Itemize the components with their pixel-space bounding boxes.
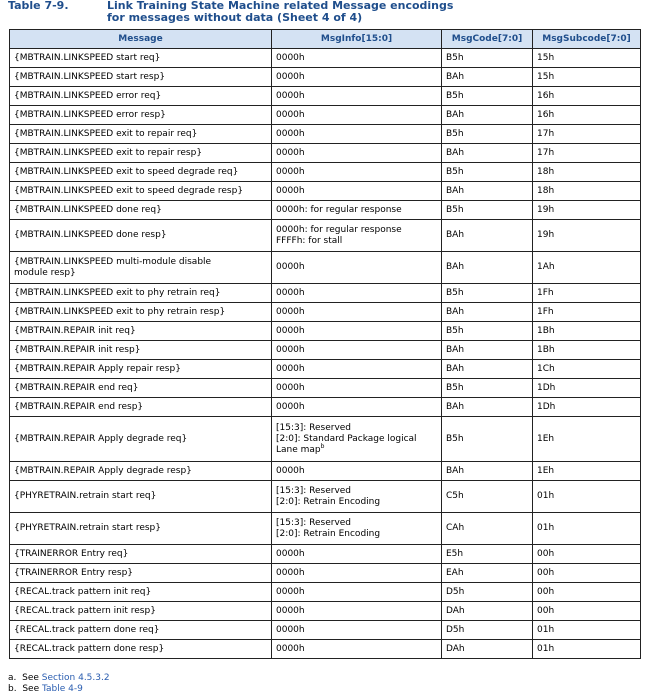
cell-msgsubcode bbox=[533, 602, 641, 621]
cell-msgcode bbox=[442, 513, 533, 545]
section-link[interactable]: Section 4.5.3.2 bbox=[41, 673, 110, 683]
cell-message bbox=[10, 284, 272, 303]
cell-msginfo bbox=[272, 621, 442, 640]
cell-message bbox=[10, 341, 272, 360]
table-row bbox=[10, 341, 641, 360]
cell-msginfo bbox=[272, 144, 442, 163]
cell-msgsubcode bbox=[533, 303, 641, 322]
cell-message-text: {MBTRAIN.LINKSPEED start req} bbox=[14, 52, 161, 63]
cell-msgcode bbox=[442, 106, 533, 125]
cell-msginfo-text: 0000h bbox=[276, 344, 305, 355]
cell-msgcode bbox=[442, 252, 533, 284]
cell-msgsubcode bbox=[533, 341, 641, 360]
cell-msgcode bbox=[442, 564, 533, 583]
cell-msgcode-text: BAh bbox=[446, 465, 465, 476]
cell-msgcode bbox=[442, 68, 533, 87]
cell-msgcode bbox=[442, 303, 533, 322]
cell-message-text: {MBTRAIN.LINKSPEED done resp} bbox=[14, 230, 167, 240]
cell-msginfo-text: 0000h bbox=[276, 52, 305, 63]
cell-msginfo bbox=[272, 49, 442, 68]
column-header-msgcode: MsgCode[7:0] bbox=[442, 30, 533, 49]
cell-message-text: {PHYRETRAIN.retrain start resp} bbox=[14, 523, 161, 533]
cell-msgcode-text: BAh bbox=[446, 344, 465, 355]
cell-msgsubcode bbox=[533, 398, 641, 417]
table-row bbox=[10, 360, 641, 379]
cell-msgcode-text: BAh bbox=[446, 147, 465, 158]
cell-message-text: {TRAINERROR Entry req} bbox=[14, 548, 129, 559]
cell-msgsubcode bbox=[533, 545, 641, 564]
cell-message-text: {MBTRAIN.LINKSPEED error resp} bbox=[14, 109, 166, 120]
cell-msgcode-text: B5h bbox=[446, 382, 464, 393]
cell-msgcode-text: B5h bbox=[446, 90, 464, 101]
table-row bbox=[10, 379, 641, 398]
cell-msgcode bbox=[442, 341, 533, 360]
cell-msgcode bbox=[442, 284, 533, 303]
cell-msgcode-text: BAh bbox=[446, 401, 465, 412]
cell-msgsubcode-text: 17h bbox=[537, 147, 555, 158]
cell-message-text: {RECAL.track pattern done req} bbox=[14, 624, 160, 635]
cell-msgcode-text: BAh bbox=[446, 71, 465, 82]
cell-msgcode-text: BAh bbox=[446, 262, 465, 272]
table-header-row bbox=[10, 30, 641, 49]
cell-message-text: {RECAL.track pattern done resp} bbox=[14, 643, 165, 654]
cell-msginfo-text: 0000h bbox=[276, 262, 305, 272]
cell-msgsubcode bbox=[533, 68, 641, 87]
cell-message-text: {TRAINERROR Entry resp} bbox=[14, 567, 134, 578]
table-row bbox=[10, 220, 641, 252]
cell-msgcode-text: B5h bbox=[446, 166, 464, 177]
cell-msginfo bbox=[272, 201, 442, 220]
footnote-marker: a. bbox=[8, 673, 17, 683]
cell-msginfo-text: 0000h bbox=[276, 624, 305, 635]
table-row bbox=[10, 284, 641, 303]
cell-message bbox=[10, 360, 272, 379]
cell-message bbox=[10, 564, 272, 583]
cell-msginfo-text: 0000h bbox=[276, 567, 305, 578]
cell-msginfo-text: 0000h bbox=[276, 465, 305, 476]
cell-msginfo-text: [15:3]: Reserved [2:0]: Retrain Encoding bbox=[276, 517, 381, 539]
cell-msgsubcode-text: 16h bbox=[537, 109, 555, 120]
cell-msginfo-text: 0000h bbox=[276, 147, 305, 158]
cell-msgsubcode-text: 15h bbox=[537, 71, 555, 82]
cell-message bbox=[10, 252, 272, 284]
cell-message-text: {MBTRAIN.LINKSPEED exit to speed degrade resp} bbox=[14, 185, 244, 196]
cell-message bbox=[10, 106, 272, 125]
cell-msgcode bbox=[442, 462, 533, 481]
cell-msginfo bbox=[272, 481, 442, 513]
cell-msginfo bbox=[272, 68, 442, 87]
table-link[interactable]: Table 4-9 bbox=[41, 684, 83, 694]
cell-message bbox=[10, 398, 272, 417]
cell-msginfo-text: 0000h bbox=[276, 548, 305, 559]
table-number: Table 7-9. bbox=[8, 0, 69, 12]
cell-msginfo bbox=[272, 462, 442, 481]
cell-message bbox=[10, 379, 272, 398]
table-row bbox=[10, 462, 641, 481]
cell-msgsubcode-text: 17h bbox=[537, 128, 555, 139]
cell-msgsubcode bbox=[533, 284, 641, 303]
cell-msgsubcode bbox=[533, 49, 641, 68]
cell-msginfo bbox=[272, 379, 442, 398]
column-header-msginfo: MsgInfo[15:0] bbox=[272, 30, 442, 49]
cell-msgcode bbox=[442, 545, 533, 564]
cell-msginfo-text: 0000h: for regular response FFFFh: for stall bbox=[276, 224, 402, 246]
cell-msgsubcode-text: 1Ch bbox=[537, 363, 555, 374]
cell-msgsubcode bbox=[533, 462, 641, 481]
cell-msginfo bbox=[272, 303, 442, 322]
footnotes bbox=[8, 673, 110, 695]
table-row bbox=[10, 417, 641, 462]
cell-message bbox=[10, 481, 272, 513]
cell-msgcode bbox=[442, 87, 533, 106]
table-row bbox=[10, 87, 641, 106]
cell-message bbox=[10, 68, 272, 87]
table-row bbox=[10, 545, 641, 564]
cell-message-text: {MBTRAIN.REPAIR end req} bbox=[14, 382, 139, 393]
cell-msgcode-text: DAh bbox=[446, 605, 465, 616]
cell-msginfo bbox=[272, 322, 442, 341]
footnote-reference[interactable]: b bbox=[320, 442, 325, 450]
cell-msgcode bbox=[442, 125, 533, 144]
cell-msginfo-text: 0000h bbox=[276, 185, 305, 196]
cell-message bbox=[10, 462, 272, 481]
cell-message bbox=[10, 513, 272, 545]
cell-msgcode bbox=[442, 602, 533, 621]
cell-msgcode bbox=[442, 583, 533, 602]
cell-message bbox=[10, 182, 272, 201]
cell-msgsubcode-text: 1Bh bbox=[537, 325, 555, 336]
table-row bbox=[10, 68, 641, 87]
cell-msgsubcode bbox=[533, 106, 641, 125]
table-row bbox=[10, 322, 641, 341]
cell-msgcode-text: B5h bbox=[446, 325, 464, 336]
cell-msginfo-text: 0000h bbox=[276, 586, 305, 597]
cell-msgcode bbox=[442, 201, 533, 220]
cell-msginfo-text: 0000h bbox=[276, 363, 305, 374]
cell-msgsubcode bbox=[533, 583, 641, 602]
cell-msgsubcode-text: 18h bbox=[537, 166, 555, 177]
cell-message-text: {MBTRAIN.LINKSPEED exit to repair resp} bbox=[14, 147, 203, 158]
cell-msgcode bbox=[442, 144, 533, 163]
cell-msgsubcode-text: 1Ah bbox=[537, 262, 555, 272]
cell-msgcode-text: B5h bbox=[446, 204, 464, 215]
cell-msgsubcode-text: 15h bbox=[537, 52, 555, 63]
column-header-message: Message bbox=[10, 30, 272, 49]
cell-msgcode-text: BAh bbox=[446, 109, 465, 120]
cell-msgsubcode-text: 1Fh bbox=[537, 306, 554, 317]
cell-msgcode-text: B5h bbox=[446, 52, 464, 63]
table-row bbox=[10, 583, 641, 602]
cell-message bbox=[10, 545, 272, 564]
cell-msginfo bbox=[272, 87, 442, 106]
cell-msgsubcode-text: 1Dh bbox=[537, 401, 556, 412]
table-row bbox=[10, 106, 641, 125]
cell-msgsubcode-text: 00h bbox=[537, 586, 555, 597]
footnote-a bbox=[8, 673, 110, 684]
cell-message-text: {MBTRAIN.REPAIR Apply repair resp} bbox=[14, 363, 181, 374]
table-row bbox=[10, 481, 641, 513]
cell-msginfo bbox=[272, 341, 442, 360]
cell-msgcode-text: D5h bbox=[446, 624, 465, 635]
cell-message bbox=[10, 144, 272, 163]
table-row bbox=[10, 252, 641, 284]
cell-msginfo bbox=[272, 602, 442, 621]
cell-msgcode bbox=[442, 379, 533, 398]
table-row bbox=[10, 182, 641, 201]
table-row bbox=[10, 125, 641, 144]
cell-msgsubcode-text: 1Fh bbox=[537, 287, 554, 298]
cell-msgcode bbox=[442, 322, 533, 341]
cell-message-text: {RECAL.track pattern init resp} bbox=[14, 605, 156, 616]
cell-msgcode-text: BAh bbox=[446, 363, 465, 374]
cell-msgsubcode-text: 1Bh bbox=[537, 344, 555, 355]
cell-msgsubcode bbox=[533, 417, 641, 462]
cell-message bbox=[10, 163, 272, 182]
cell-msgsubcode-text: 00h bbox=[537, 605, 555, 616]
cell-msgsubcode-text: 00h bbox=[537, 548, 555, 559]
cell-msginfo bbox=[272, 163, 442, 182]
cell-msgcode bbox=[442, 398, 533, 417]
cell-message bbox=[10, 322, 272, 341]
cell-msgsubcode-text: 00h bbox=[537, 567, 555, 578]
cell-message bbox=[10, 602, 272, 621]
cell-message-text: {MBTRAIN.REPAIR init resp} bbox=[14, 344, 141, 355]
cell-msginfo bbox=[272, 284, 442, 303]
footnote-prefix: See bbox=[22, 684, 40, 694]
table-row bbox=[10, 303, 641, 322]
table-title-line-1: Link Training State Machine related Message encodings bbox=[107, 0, 454, 12]
cell-message bbox=[10, 583, 272, 602]
cell-message bbox=[10, 417, 272, 462]
cell-message bbox=[10, 303, 272, 322]
table-row bbox=[10, 163, 641, 182]
cell-msginfo bbox=[272, 360, 442, 379]
cell-msgsubcode-text: 01h bbox=[537, 643, 555, 654]
cell-message-text: {MBTRAIN.REPAIR end resp} bbox=[14, 401, 144, 412]
table-row bbox=[10, 201, 641, 220]
cell-msginfo-text: 0000h bbox=[276, 166, 305, 177]
cell-msgcode-text: B5h bbox=[446, 287, 464, 298]
cell-message-text: {MBTRAIN.LINKSPEED multi-module disable module resp} bbox=[14, 256, 212, 278]
cell-msgsubcode-text: 01h bbox=[537, 624, 555, 635]
cell-msgcode-text: DAh bbox=[446, 643, 465, 654]
table-row bbox=[10, 621, 641, 640]
cell-msginfo bbox=[272, 220, 442, 252]
cell-msgsubcode bbox=[533, 220, 641, 252]
cell-message-text: {RECAL.track pattern init req} bbox=[14, 586, 152, 597]
cell-msgsubcode bbox=[533, 252, 641, 284]
cell-msginfo bbox=[272, 640, 442, 659]
cell-message-text: {MBTRAIN.REPAIR Apply degrade resp} bbox=[14, 465, 192, 476]
cell-msgcode-text: BAh bbox=[446, 185, 465, 196]
cell-message-text: {MBTRAIN.LINKSPEED exit to phy retrain resp} bbox=[14, 306, 226, 317]
cell-msginfo-text: 0000h bbox=[276, 90, 305, 101]
cell-msgsubcode bbox=[533, 481, 641, 513]
cell-msgsubcode bbox=[533, 163, 641, 182]
cell-msgcode-text: BAh bbox=[446, 306, 465, 317]
cell-msgsubcode-text: 1Eh bbox=[537, 465, 555, 476]
cell-msgsubcode bbox=[533, 564, 641, 583]
cell-message bbox=[10, 640, 272, 659]
footnote-marker: b. bbox=[8, 684, 17, 694]
cell-msginfo-text: 0000h bbox=[276, 382, 305, 393]
cell-msginfo bbox=[272, 106, 442, 125]
cell-msgsubcode bbox=[533, 360, 641, 379]
cell-msgsubcode-text: 01h bbox=[537, 523, 555, 533]
cell-msginfo-text: 0000h bbox=[276, 109, 305, 120]
table-row bbox=[10, 513, 641, 545]
cell-msgcode-text: D5h bbox=[446, 586, 465, 597]
cell-msgcode bbox=[442, 220, 533, 252]
cell-msgcode bbox=[442, 163, 533, 182]
cell-msgcode bbox=[442, 417, 533, 462]
cell-msginfo bbox=[272, 398, 442, 417]
cell-msgsubcode bbox=[533, 621, 641, 640]
footnote-b bbox=[8, 684, 110, 695]
cell-msgcode-text: C5h bbox=[446, 491, 464, 501]
cell-msgsubcode-text: 18h bbox=[537, 185, 555, 196]
cell-msginfo-text: 0000h bbox=[276, 128, 305, 139]
cell-msgsubcode-text: 01h bbox=[537, 491, 555, 501]
cell-msgcode-text: E5h bbox=[446, 548, 464, 559]
cell-msgsubcode bbox=[533, 379, 641, 398]
cell-message-text: {MBTRAIN.LINKSPEED start resp} bbox=[14, 71, 166, 82]
cell-message-text: {MBTRAIN.REPAIR Apply degrade req} bbox=[14, 433, 188, 444]
cell-msgcode-text: EAh bbox=[446, 567, 464, 578]
cell-message-text: {MBTRAIN.LINKSPEED exit to repair req} bbox=[14, 128, 198, 139]
cell-msgcode-text: CAh bbox=[446, 523, 465, 533]
cell-message-text: {MBTRAIN.REPAIR init req} bbox=[14, 325, 136, 336]
cell-msgsubcode bbox=[533, 201, 641, 220]
cell-msginfo bbox=[272, 564, 442, 583]
cell-msgsubcode bbox=[533, 144, 641, 163]
cell-msgsubcode-text: 16h bbox=[537, 90, 555, 101]
footnote-prefix: See bbox=[22, 673, 39, 683]
cell-message-text: {MBTRAIN.LINKSPEED done req} bbox=[14, 204, 162, 215]
cell-message bbox=[10, 87, 272, 106]
cell-msgsubcode bbox=[533, 640, 641, 659]
cell-msginfo-text: 0000h bbox=[276, 325, 305, 336]
cell-message-text: {PHYRETRAIN.retrain start req} bbox=[14, 491, 157, 501]
cell-msginfo-text: 0000h bbox=[276, 643, 305, 654]
message-encoding-table bbox=[9, 29, 641, 659]
cell-msgsubcode-text: 19h bbox=[537, 204, 555, 215]
cell-msgcode bbox=[442, 621, 533, 640]
cell-msgcode bbox=[442, 640, 533, 659]
column-header-msgsubcode: MsgSubcode[7:0] bbox=[533, 30, 641, 49]
cell-msginfo bbox=[272, 252, 442, 284]
cell-msginfo-text: 0000h bbox=[276, 401, 305, 412]
table-row bbox=[10, 564, 641, 583]
table-row bbox=[10, 640, 641, 659]
cell-msginfo bbox=[272, 545, 442, 564]
table-row bbox=[10, 144, 641, 163]
cell-message-text: {MBTRAIN.LINKSPEED exit to speed degrade req} bbox=[14, 166, 239, 177]
table-row bbox=[10, 398, 641, 417]
cell-msginfo-text: [15:3]: Reserved [2:0]: Standard Package logical Lane map bbox=[276, 422, 417, 455]
cell-msgsubcode bbox=[533, 125, 641, 144]
cell-message bbox=[10, 49, 272, 68]
table-title-line-2: for messages without data (Sheet 4 of 4) bbox=[107, 11, 363, 24]
table-row bbox=[10, 49, 641, 68]
table-caption bbox=[8, 0, 648, 26]
cell-message bbox=[10, 621, 272, 640]
cell-msgcode bbox=[442, 360, 533, 379]
cell-msgsubcode bbox=[533, 322, 641, 341]
cell-msginfo-text: 0000h bbox=[276, 605, 305, 616]
cell-message bbox=[10, 201, 272, 220]
cell-msginfo-text: 0000h bbox=[276, 71, 305, 82]
cell-msgsubcode-text: 1Dh bbox=[537, 382, 556, 393]
cell-msginfo bbox=[272, 513, 442, 545]
cell-message bbox=[10, 220, 272, 252]
table-row bbox=[10, 602, 641, 621]
cell-msgcode bbox=[442, 481, 533, 513]
cell-msgcode-text: B5h bbox=[446, 433, 464, 444]
table-title bbox=[107, 0, 453, 24]
cell-msgcode bbox=[442, 182, 533, 201]
cell-msgsubcode bbox=[533, 513, 641, 545]
cell-msgsubcode bbox=[533, 87, 641, 106]
cell-msginfo bbox=[272, 417, 442, 462]
cell-msgsubcode-text: 19h bbox=[537, 230, 555, 240]
cell-msginfo bbox=[272, 182, 442, 201]
cell-msginfo-text: 0000h: for regular response bbox=[276, 204, 402, 215]
cell-msginfo bbox=[272, 125, 442, 144]
cell-msgsubcode-text: 1Eh bbox=[537, 433, 555, 444]
cell-msginfo-text: 0000h bbox=[276, 306, 305, 317]
cell-msgcode bbox=[442, 49, 533, 68]
cell-msgsubcode bbox=[533, 182, 641, 201]
cell-msgcode-text: B5h bbox=[446, 128, 464, 139]
cell-msginfo bbox=[272, 583, 442, 602]
cell-msginfo-text: 0000h bbox=[276, 287, 305, 298]
cell-msgcode-text: BAh bbox=[446, 230, 465, 240]
cell-msginfo-text: [15:3]: Reserved [2:0]: Retrain Encoding bbox=[276, 485, 381, 507]
cell-message-text: {MBTRAIN.LINKSPEED exit to phy retrain req} bbox=[14, 287, 221, 298]
cell-message bbox=[10, 125, 272, 144]
cell-message-text: {MBTRAIN.LINKSPEED error req} bbox=[14, 90, 162, 101]
